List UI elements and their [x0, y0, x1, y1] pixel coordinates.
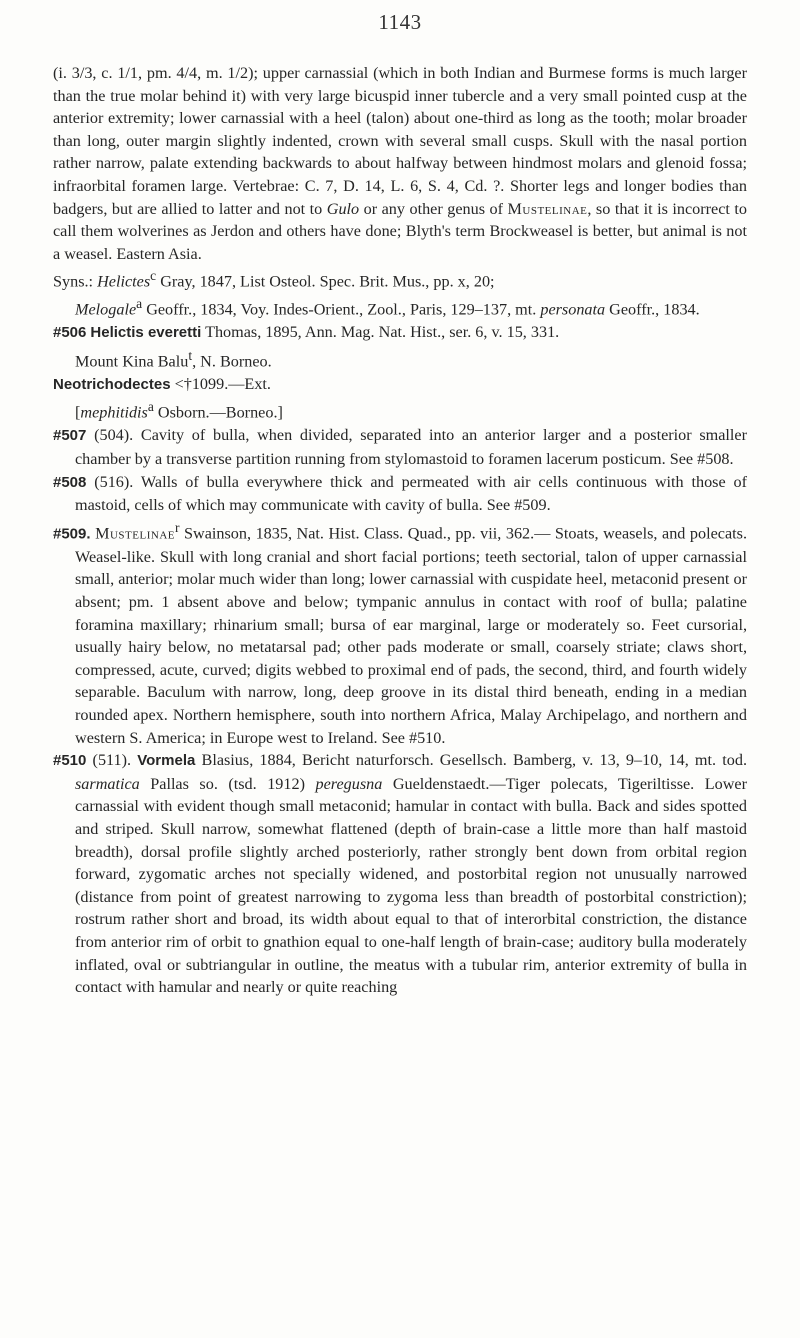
- entry-number: #506: [53, 324, 87, 342]
- paragraph-text: Thomas, 1895, Ann. Mag. Nat. Hist., ser. 6, v. 15, 331.: [201, 323, 560, 342]
- taxon-name: personata: [540, 300, 606, 319]
- superscript: a: [136, 296, 143, 312]
- paragraph-text: (511).: [86, 751, 138, 770]
- paragraph-text: (i. 3/3, c. 1/1, pm. 4/4, m. 1/2); upper carnassial (which in both Indian and Burmese forms is much larger than the true molar behind it) with very large bicuspid inner tubercle and a very small pointed cusp at the anterior extremity; lower carnassial with a heel (talon) about one-third as long as the tooth; molar broader than long, outer margin slightly indented, crown with several small cusps. Skull with the nasal portion rather narrow, palate extending backwards to about halfway between hindmost molars and glenoid fossa; infraorbital foramen large. Vertebrae: C. 7, D. 14, L. 6, S. 4, Cd. ?. Shorter legs and longer bodies than badgers, but are allied to latter and not to: [53, 64, 747, 218]
- synonyms-lead: Syns.:: [53, 272, 98, 291]
- entry-number: #508: [53, 473, 87, 491]
- paragraph-text: Gray, 1847, List Osteol. Spec. Brit. Mus., pp. x, 20;: [156, 272, 495, 291]
- paragraph-text: Geoffr., 1834.: [605, 300, 700, 319]
- paragraph-text: Swainson, 1835, Nat. Hist. Class. Quad., pp. vii, 362.— Stoats, weasels, and polecats. Weasel-like. Skull with long cranial and short facial portions; teeth sectorial, talon of upper carnassial small, anterior; molar much wider than long; lower carnassial with cuspidate heel, metaconid present or absent; pm. 1 absent above and below; tympanic annulus in contact with roof of bulla; palatine foramina maxillary; rhinarium small; bursa of ear marginal, large or moderately so. Feet cursorial, usually hairy below, no metatarsal pad; other pads moderate or small, coarsely striate; claws short, compressed, acute, curved; digits webbed to proximal end of pads, the second, third, and fourth widely separable. Baculum with narrow, long, deep groove in its distal third beneath, ending in a median rounded apex. Northern hemisphere, south into northern Africa, Malay Archipelago, and northern and western S. America; in Europe west to Ireland. See #510.: [75, 524, 747, 747]
- superscript: t: [188, 347, 193, 363]
- taxon-name: Melogale: [75, 300, 137, 319]
- paragraph-entry-507: [53, 424, 747, 470]
- paragraph-text: Mount Kina Balu: [75, 352, 189, 371]
- taxon-name: Helictes: [97, 272, 151, 291]
- entry-number: #510: [53, 752, 87, 770]
- paragraph-text: Geoffr., 1834, Voy. Indes-Orient., Zool., Paris, 129–137, mt.: [142, 300, 537, 319]
- superscript: a: [147, 399, 154, 415]
- taxon-name: sarmatica: [75, 774, 140, 793]
- paragraph-neotrichodectes: [53, 373, 747, 425]
- paragraph-synonyms: [53, 265, 747, 321]
- paragraph-text: [: [75, 403, 81, 422]
- paragraph-entry-509: [53, 517, 747, 749]
- paragraph-entry-506: [53, 321, 747, 373]
- taxon-name: Vormela: [137, 752, 196, 770]
- taxon-name: Helictis everetti: [90, 324, 202, 342]
- paragraph-text: , N. Borneo.: [192, 352, 272, 371]
- paragraph-text: or any other genus of: [359, 199, 508, 218]
- paragraph-text: Pallas so. (tsd. 1912): [139, 774, 316, 793]
- taxon-name: Mustelinae: [95, 524, 175, 543]
- paragraph-text: (504). Cavity of bulla, when divided, separated into an anterior larger and a posterior smaller chamber by a transverse partition running from stylomastoid to foramen lacerum posticum. See #508.: [75, 426, 747, 469]
- paragraph-entry-508: [53, 471, 747, 517]
- superscript: r: [174, 519, 180, 535]
- taxon-name: Mustelinae: [507, 199, 588, 218]
- entry-number: #509.: [53, 525, 91, 543]
- paragraph-text: Gueldenstaedt.—Tiger polecats, Tigeriltisse. Lower carnassial with evident though small metaconid; hamular in contact with bulla. Back and sides spotted and striped. Skull narrow, somewhat flattened (depth of brain-case a little more than half mastoid breadth), dorsal profile slightly arched posteriorly, rather strongly bent down from orbital region forward, zygomatic arches not specially widened, and postorbital region not unusually narrowed (distance from point of greatest narrowing to zygoma less than breadth of postorbital constriction); rostrum rather short and broad, its width about equal to that of interorbital constriction, the distance from anterior rim of orbit to gnathion equal to one-half length of brain-case; auditory bulla moderately inflated, oval or subtriangular in outline, the meatus with a tubular rim, anterior extremity of bulla in contact with hamular and nearly or quite reaching: [75, 774, 747, 997]
- taxon-name: mephitidis: [80, 403, 148, 422]
- entry-number: #507: [53, 427, 87, 445]
- taxon-name: Gulo: [326, 199, 360, 218]
- paragraph-text: Osborn.—Borneo.]: [153, 403, 283, 422]
- paragraph-text: , so that it is incorrect to call them wolverines as Jerdon and others have done; Blyth's term Brockweasel is better, but animal is not a weasel. Eastern Asia.: [53, 199, 747, 263]
- taxon-name: peregusna: [315, 774, 383, 793]
- page-number: 1143: [378, 10, 422, 34]
- body-text: [53, 62, 747, 999]
- paragraph-entry-510: [53, 749, 747, 999]
- paragraph-text: Blasius, 1884, Bericht naturforsch. Gesellsch. Bamberg, v. 13, 9–10, 14, mt. tod.: [195, 751, 747, 770]
- paragraph-genus-description: [53, 62, 747, 265]
- paragraph-text: (516). Walls of bulla everywhere thick and permeated with air cells continuous with those of mastoid, cells of which may communicate with cavity of bulla. See #509.: [75, 472, 747, 515]
- paragraph-text: <†1099.—Ext.: [170, 374, 271, 393]
- taxon-name: Neotrichodectes: [53, 375, 171, 393]
- superscript: c: [150, 268, 157, 284]
